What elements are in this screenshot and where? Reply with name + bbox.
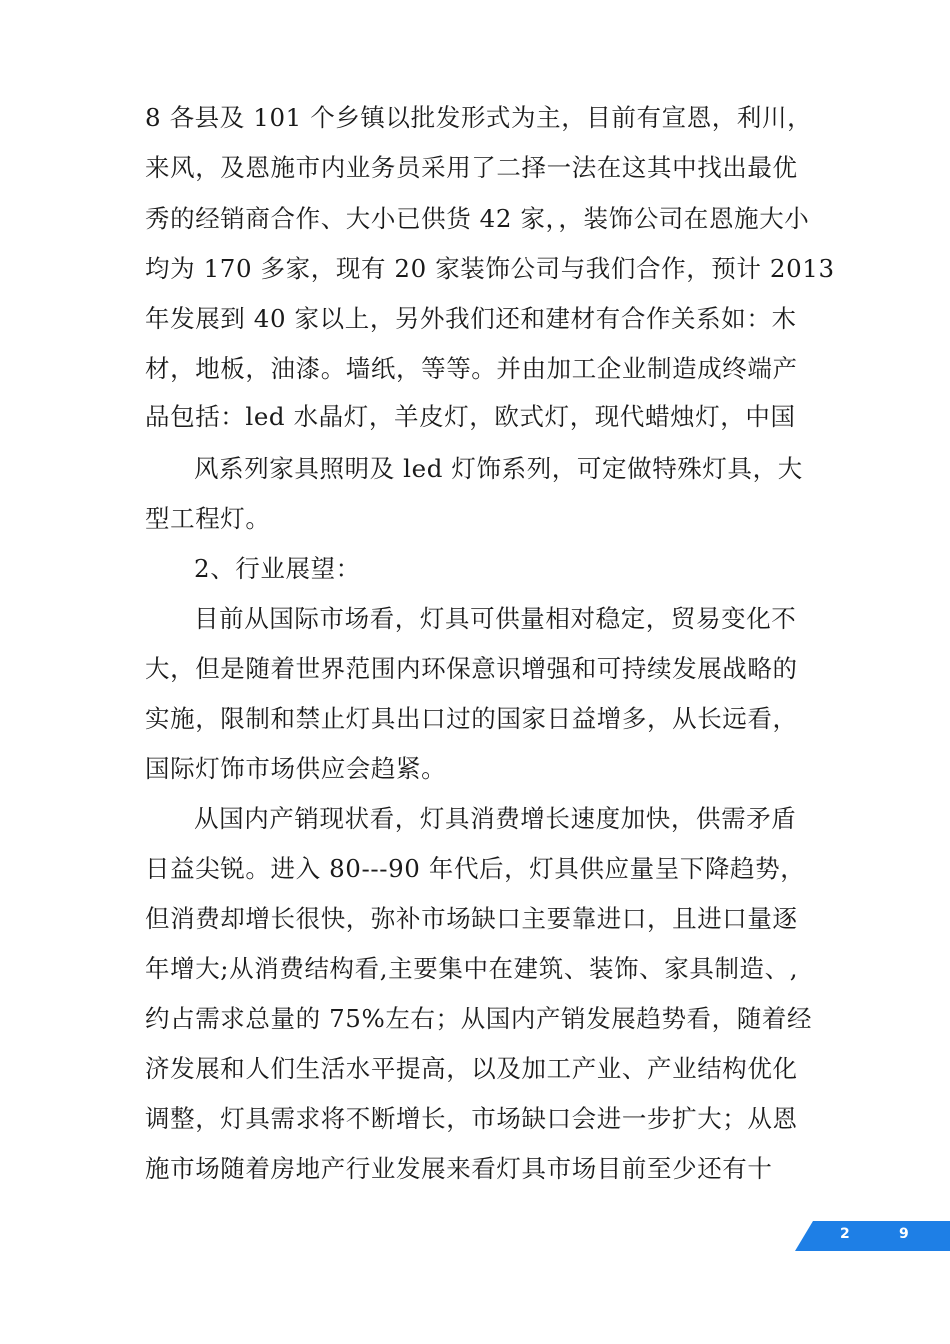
text-line-20: 济发展和人们生活水平提高，以及加工产业、产业结构优化 bbox=[145, 1054, 798, 1083]
text-line-14: 国际灯饰市场供应会趋紧。 bbox=[145, 754, 447, 783]
text-line-21: 调整，灯具需求将不断增长，市场缺口会进一步扩大；从恩 bbox=[145, 1104, 798, 1133]
text-line-11: 目前从国际市场看，灯具可供量相对稳定，贸易变化不 bbox=[194, 604, 797, 633]
text-line-15: 从国内产销现状看，灯具消费增长速度加快，供需矛盾 bbox=[194, 804, 797, 833]
page-number-badge bbox=[795, 1221, 950, 1251]
text-line-22: 施市场随着房地产行业发展来看灯具市场目前至少还有十 bbox=[145, 1154, 773, 1183]
text-line-16: 日益尖锐。进入 80---90 年代后，灯具供应量呈下降趋势， bbox=[145, 854, 806, 883]
text-line-8: 风系列家具照明及 led 灯饰系列，可定做特殊灯具，大 bbox=[194, 454, 803, 483]
text-line-4: 均为 170 多家，现有 20 家装饰公司与我们合作，预计 2013 bbox=[145, 254, 835, 283]
section-heading: 2、行业展望： bbox=[194, 554, 361, 583]
text-line-7: 品包括：led 水晶灯，羊皮灯，欧式灯，现代蜡烛灯，中国 bbox=[145, 402, 796, 431]
text-line-17: 但消费却增长很快，弥补市场缺口主要靠进口，且进口量逐 bbox=[145, 904, 798, 933]
text-line-19: 约占需求总量的 75%左右；从国内产销发展趋势看，随着经 bbox=[145, 1004, 813, 1033]
text-line-1: 8 各县及 101 个乡镇以批发形式为主，目前有宣恩，利川， bbox=[145, 103, 813, 132]
text-line-2: 来风，及恩施市内业务员采用了二择一法在这其中找出最优 bbox=[145, 153, 798, 182]
current-page-number: 2 bbox=[840, 1226, 850, 1242]
total-page-number: 9 bbox=[899, 1226, 909, 1242]
text-line-12: 大，但是随着世界范围内环保意识增强和可持续发展战略的 bbox=[145, 654, 798, 683]
text-line-13: 实施，限制和禁止灯具出口过的国家日益增多，从长远看， bbox=[145, 704, 798, 733]
text-line-5: 年发展到 40 家以上，另外我们还和建材有合作关系如：木 bbox=[145, 304, 797, 333]
text-line-6: 材，地板，油漆。墙纸，等等。并由加工企业制造成终端产 bbox=[145, 354, 798, 383]
text-line-18: 年增大;从消费结构看,主要集中在建筑、装饰、家具制造、, bbox=[145, 954, 799, 983]
text-line-3: 秀的经销商合作、大小已供货 42 家，，装饰公司在恩施大小 bbox=[145, 204, 810, 233]
page-badge-shape bbox=[795, 1221, 950, 1251]
text-line-9: 型工程灯。 bbox=[145, 504, 271, 533]
